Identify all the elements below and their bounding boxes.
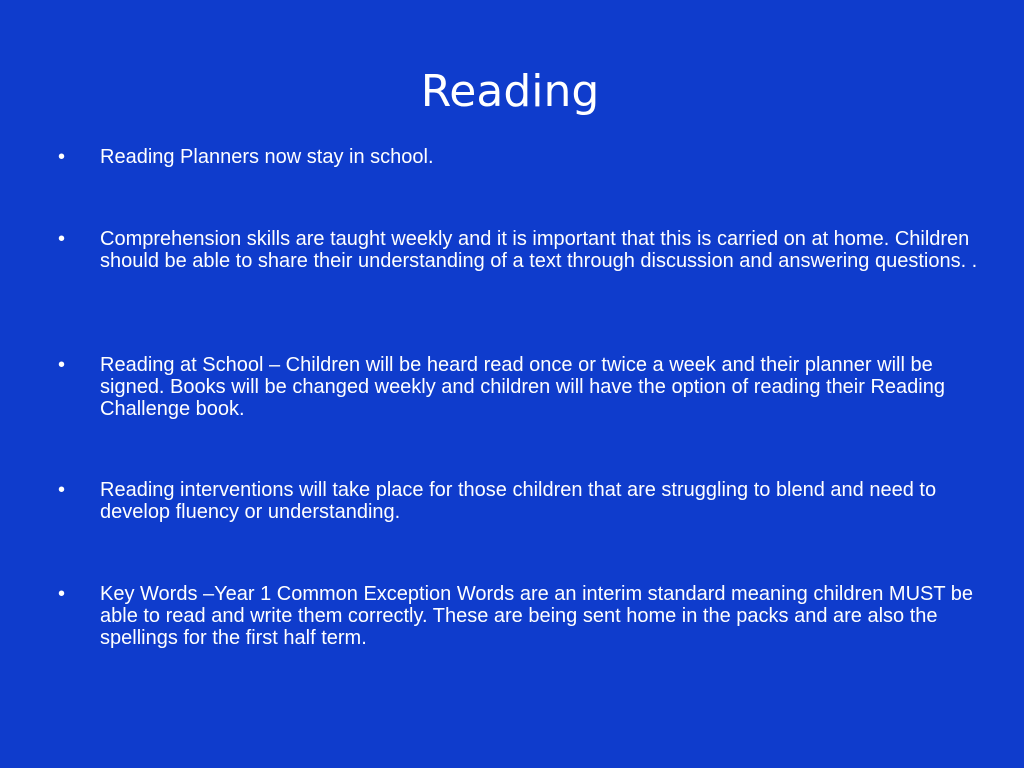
bullet-icon: • — [58, 354, 66, 376]
bullet-item — [58, 146, 978, 168]
bullet-icon: • — [58, 583, 66, 605]
bullet-icon: • — [58, 479, 66, 501]
bullet-text: Comprehension skills are taught weekly and it is important that this is carried on at home. Children should be able to share their understanding of a text through discussion and answering questions. . — [100, 228, 978, 272]
bullet-item — [58, 354, 978, 420]
bullet-text: Reading at School – Children will be heard read once or twice a week and their planner will be signed. Books will be changed weekly and children will have the option of reading their Reading Challenge book. — [100, 354, 945, 420]
bullet-text: Reading Planners now stay in school. — [100, 146, 434, 168]
bullet-icon: • — [58, 228, 66, 250]
bullet-text: Key Words –Year 1 Common Exception Words are an interim standard meaning children MUST be able to read and write them correctly. These are being sent home in the packs and are also the spellings for the first half term. — [100, 583, 974, 649]
slide-title: Reading — [420, 66, 600, 117]
bullet-item — [58, 228, 978, 272]
bullet-icon: • — [58, 146, 66, 168]
bullet-text: Reading interventions will take place for those children that are struggling to blend and need to develop fluency or understanding. — [100, 479, 937, 523]
bullet-item — [58, 583, 978, 649]
bullet-item — [58, 479, 978, 523]
